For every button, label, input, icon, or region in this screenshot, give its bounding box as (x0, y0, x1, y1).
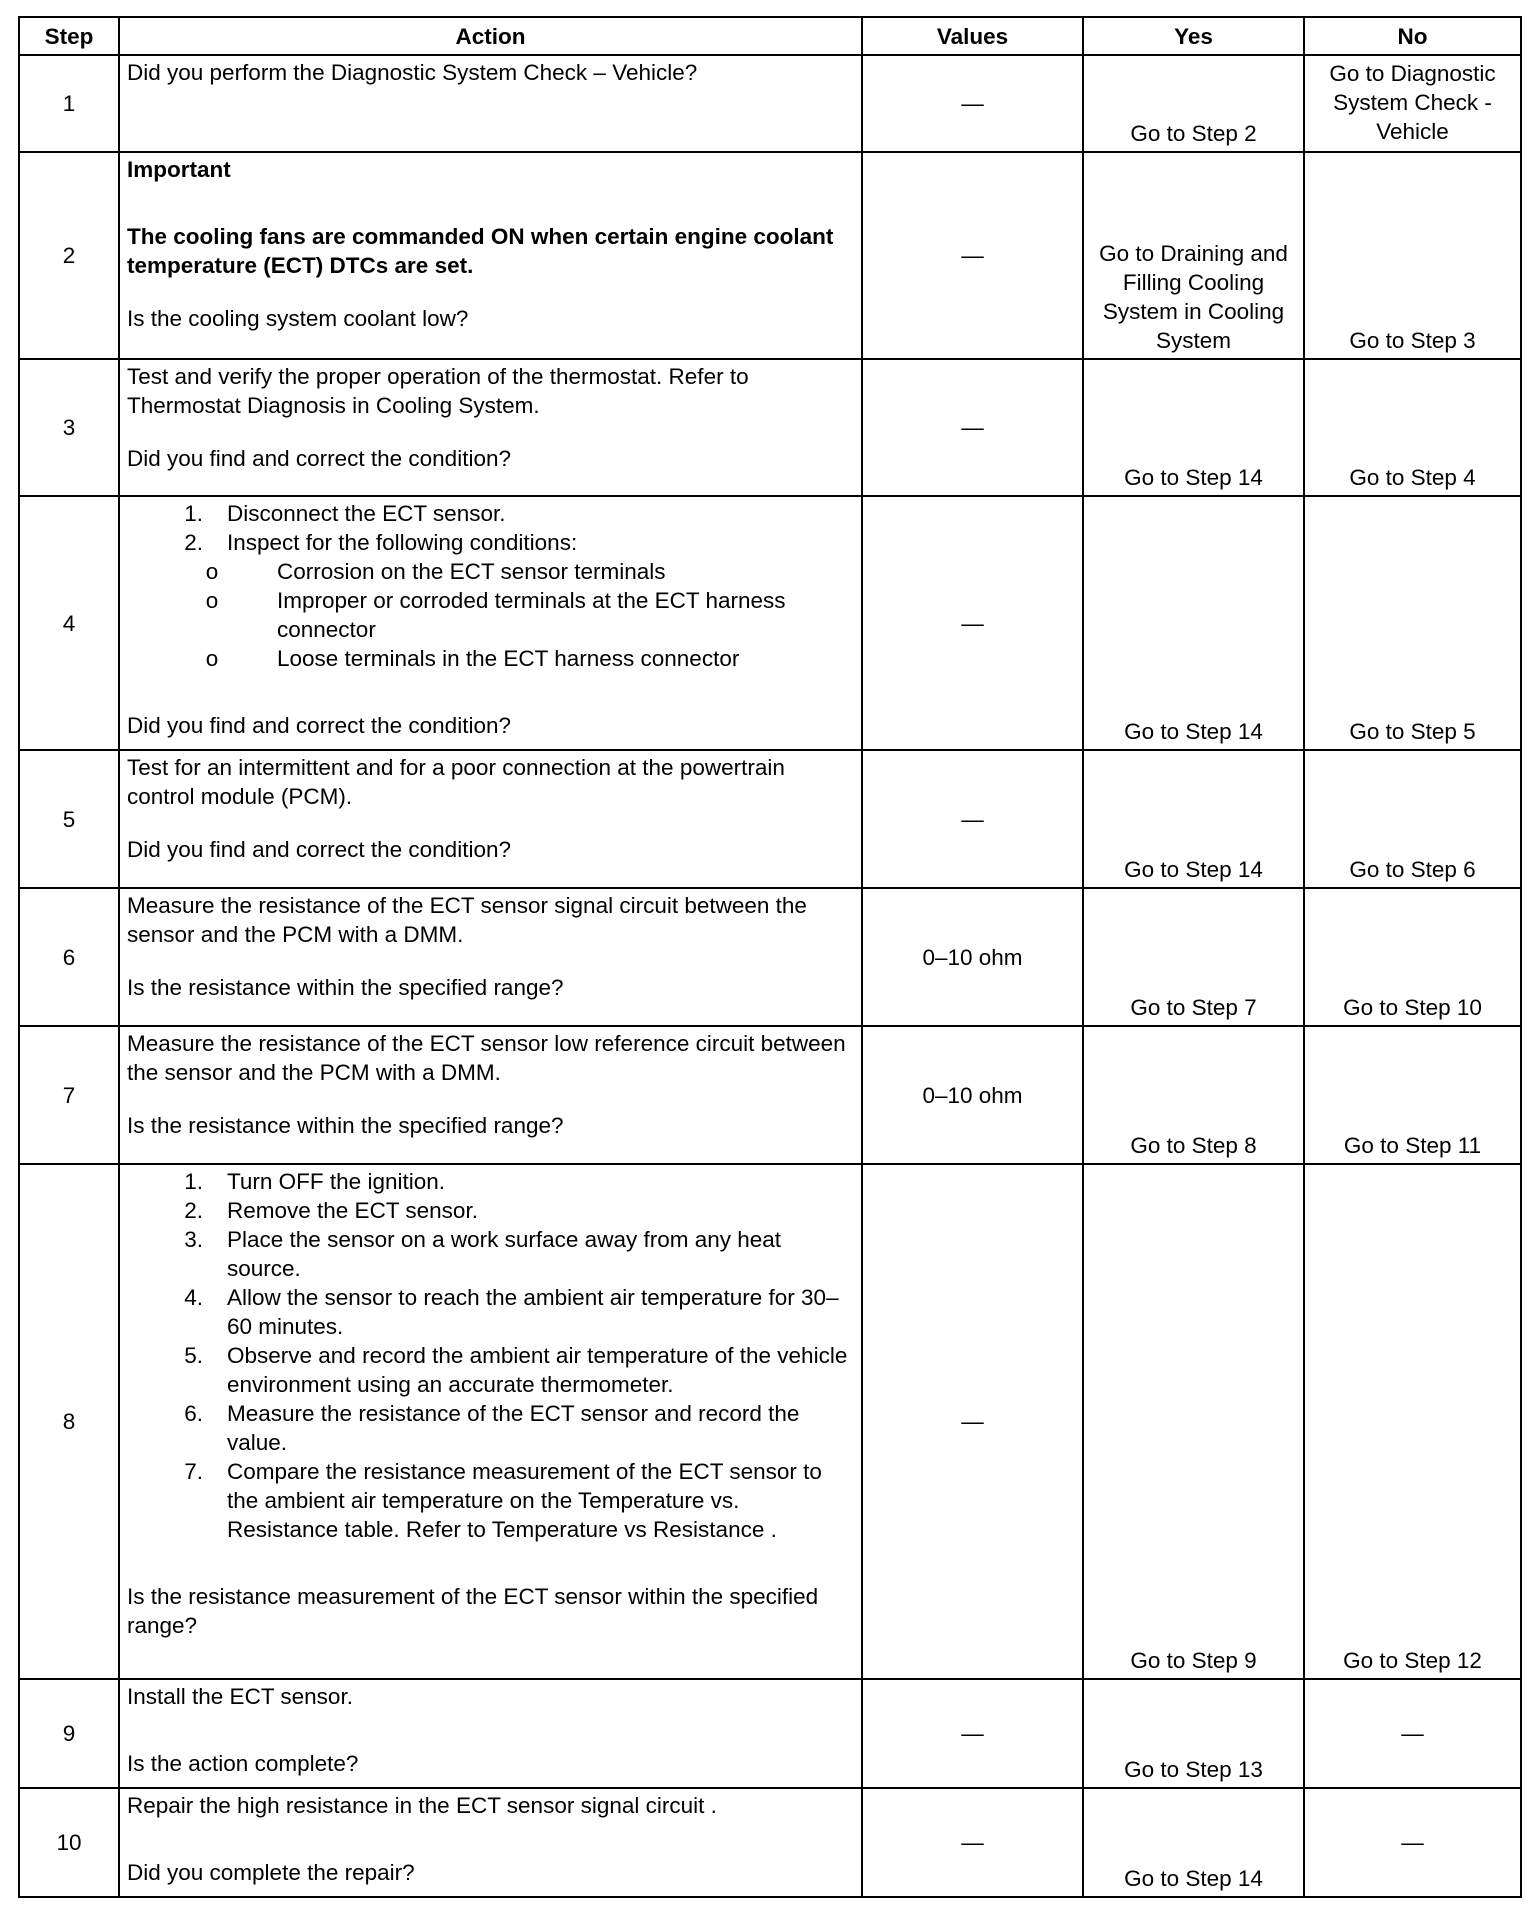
action-cell (119, 359, 862, 496)
step-number: 4 (19, 496, 119, 750)
header-no: No (1304, 17, 1521, 55)
values-cell: 0–10 ohm (862, 888, 1083, 1026)
step-number: 5 (19, 750, 119, 888)
action-text: Repair the high resistance in the ECT sensor signal circuit . (127, 1793, 717, 1818)
action-question: Did you find and correct the condition? (127, 837, 511, 862)
yes-cell: Go to Step 13 (1083, 1679, 1304, 1788)
action-cell (119, 55, 862, 152)
table-row (19, 152, 1521, 359)
no-cell: Go to Step 6 (1304, 750, 1521, 888)
header-row (19, 17, 1521, 55)
condition-list (127, 557, 854, 673)
no-cell: — (1304, 1679, 1521, 1788)
values-cell: — (862, 359, 1083, 496)
no-cell: Go to Diagnostic System Check - Vehicle (1304, 55, 1521, 152)
table-row (19, 1164, 1521, 1679)
list-item: 1. Disconnect the ECT sensor. (184, 501, 506, 526)
table-row (19, 496, 1521, 750)
yes-cell: Go to Step 14 (1083, 359, 1304, 496)
list-item: 5. Observe and record the ambient air temperature of the vehicle environment using an accurate thermometer. (184, 1343, 848, 1397)
list-item: 2. Remove the ECT sensor. (184, 1198, 478, 1223)
no-cell: Go to Step 10 (1304, 888, 1521, 1026)
table-row (19, 1679, 1521, 1788)
diagnostic-table (18, 16, 1522, 1898)
action-cell (119, 1788, 862, 1897)
list-item: 7. Compare the resistance measurement of the ECT sensor to the ambient air temperature on the Temperature vs. Resistance table. Refer to Temperature vs Resistance . (184, 1459, 822, 1542)
action-question: Did you find and correct the condition? (127, 713, 511, 738)
values-cell: 0–10 ohm (862, 1026, 1083, 1164)
procedure-list (127, 499, 854, 557)
table-row (19, 888, 1521, 1026)
yes-cell: Go to Step 2 (1083, 55, 1304, 152)
header-yes: Yes (1083, 17, 1304, 55)
step-number: 10 (19, 1788, 119, 1897)
list-item: o Improper or corroded terminals at the ECT harness connector (205, 588, 786, 642)
action-question: Is the resistance measurement of the ECT sensor within the specified range? (127, 1584, 819, 1638)
important-text: The cooling fans are commanded ON when certain engine coolant temperature (ECT) DTCs are set. (127, 224, 834, 278)
list-item: 3. Place the sensor on a work surface away from any heat source. (184, 1227, 782, 1281)
yes-cell: Go to Step 9 (1083, 1164, 1304, 1679)
action-cell (119, 152, 862, 359)
action-question: Is the cooling system coolant low? (127, 306, 469, 331)
values-cell: — (862, 750, 1083, 888)
list-item: o Corrosion on the ECT sensor terminals (205, 559, 666, 584)
step-number: 8 (19, 1164, 119, 1679)
important-title: Important (127, 157, 231, 182)
action-question: Did you complete the repair? (127, 1860, 415, 1885)
no-cell: Go to Step 5 (1304, 496, 1521, 750)
action-cell (119, 888, 862, 1026)
yes-cell: Go to Step 14 (1083, 1788, 1304, 1897)
action-cell (119, 750, 862, 888)
values-cell: — (862, 55, 1083, 152)
yes-cell: Go to Step 14 (1083, 496, 1304, 750)
table-row (19, 1026, 1521, 1164)
yes-cell: Go to Step 8 (1083, 1026, 1304, 1164)
action-cell (119, 496, 862, 750)
values-cell: — (862, 1679, 1083, 1788)
action-text: Did you perform the Diagnostic System Check – Vehicle? (127, 60, 698, 85)
no-cell: Go to Step 12 (1304, 1164, 1521, 1679)
action-text: Test for an intermittent and for a poor connection at the powertrain control module (PCM). (127, 755, 785, 809)
list-item: 2. Inspect for the following conditions: (184, 530, 578, 555)
no-cell: Go to Step 11 (1304, 1026, 1521, 1164)
header-action: Action (119, 17, 862, 55)
action-text: Measure the resistance of the ECT sensor low reference circuit between the sensor and the PCM with a DMM. (127, 1031, 846, 1085)
no-cell: Go to Step 3 (1304, 152, 1521, 359)
action-question: Is the resistance within the specified range? (127, 975, 564, 1000)
action-text: Install the ECT sensor. (127, 1684, 353, 1709)
action-text: Measure the resistance of the ECT sensor signal circuit between the sensor and the PCM with a DMM. (127, 893, 807, 947)
table-row (19, 1788, 1521, 1897)
values-cell: — (862, 496, 1083, 750)
list-item: 4. Allow the sensor to reach the ambient air temperature for 30–60 minutes. (184, 1285, 839, 1339)
action-question: Did you find and correct the condition? (127, 446, 511, 471)
action-text: Test and verify the proper operation of the thermostat. Refer to Thermostat Diagnosis in Cooling System. (127, 364, 749, 418)
action-question: Is the resistance within the specified range? (127, 1113, 564, 1138)
action-cell (119, 1679, 862, 1788)
yes-cell: Go to Step 14 (1083, 750, 1304, 888)
no-cell: — (1304, 1788, 1521, 1897)
step-number: 2 (19, 152, 119, 359)
step-number: 7 (19, 1026, 119, 1164)
step-number: 3 (19, 359, 119, 496)
values-cell: — (862, 1164, 1083, 1679)
action-question: Is the action complete? (127, 1751, 359, 1776)
list-item: 6. Measure the resistance of the ECT sensor and record the value. (184, 1401, 800, 1455)
step-number: 1 (19, 55, 119, 152)
table-row (19, 750, 1521, 888)
action-cell (119, 1164, 862, 1679)
list-item: 1. Turn OFF the ignition. (184, 1169, 446, 1194)
yes-cell: Go to Draining and Filling Cooling System in Cooling System (1083, 152, 1304, 359)
header-step: Step (19, 17, 119, 55)
table-row (19, 55, 1521, 152)
step-number: 6 (19, 888, 119, 1026)
step-number: 9 (19, 1679, 119, 1788)
procedure-list (127, 1167, 854, 1544)
values-cell: — (862, 1788, 1083, 1897)
list-item: o Loose terminals in the ECT harness connector (205, 646, 740, 671)
table-row (19, 359, 1521, 496)
values-cell: — (862, 152, 1083, 359)
header-values: Values (862, 17, 1083, 55)
action-cell (119, 1026, 862, 1164)
yes-cell: Go to Step 7 (1083, 888, 1304, 1026)
no-cell: Go to Step 4 (1304, 359, 1521, 496)
